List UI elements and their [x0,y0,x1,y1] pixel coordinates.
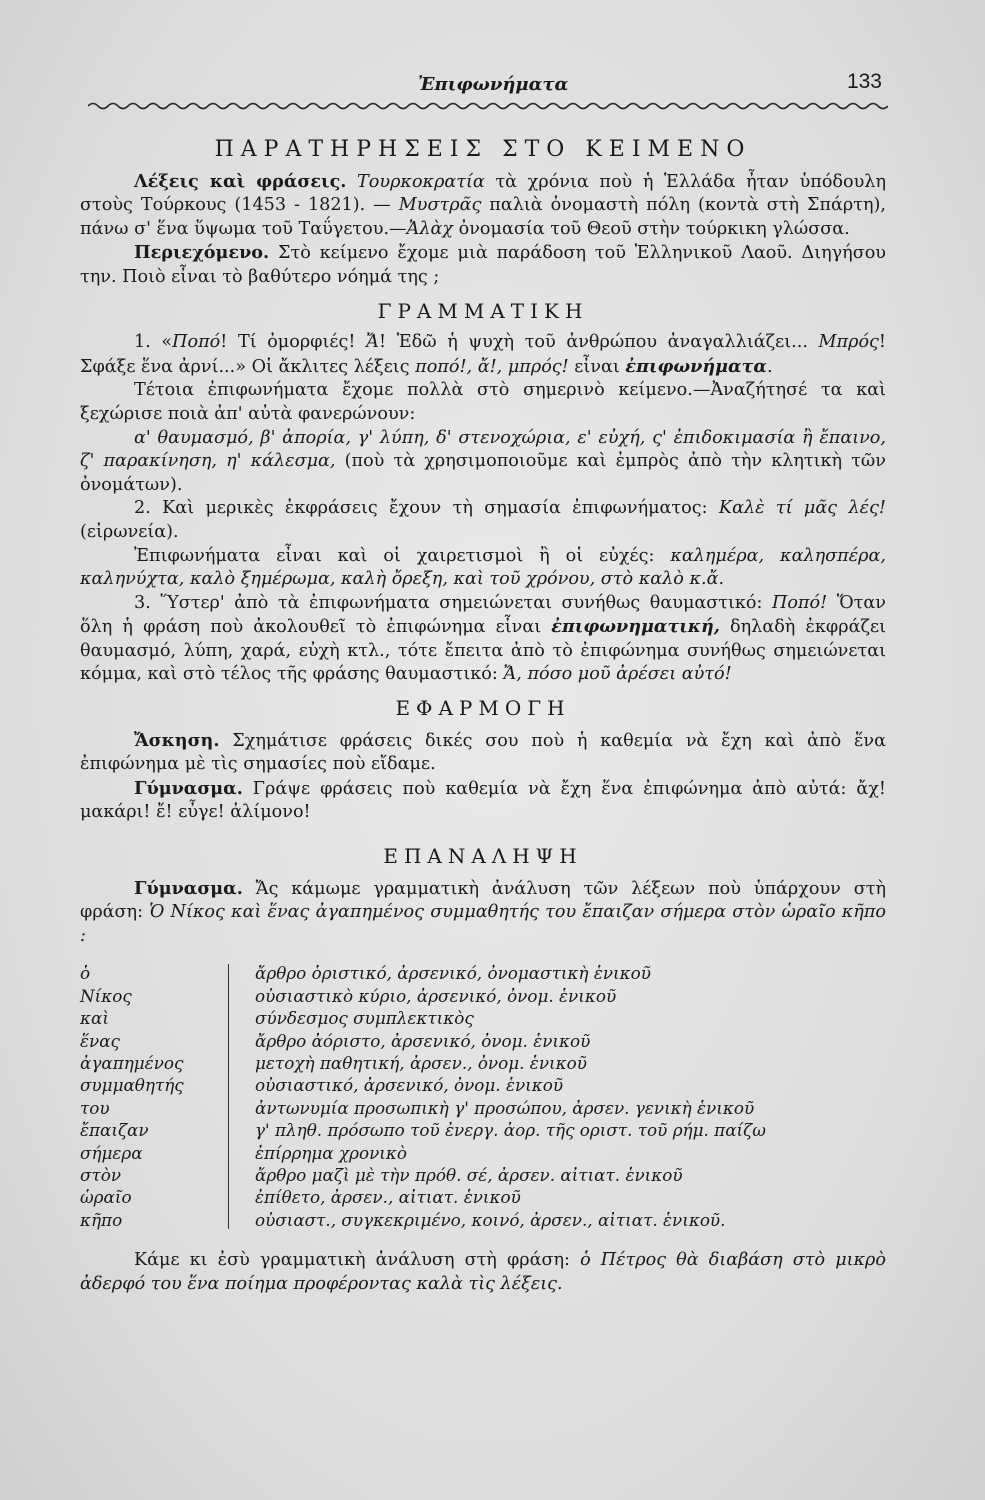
analysis-word: του [80,1097,110,1118]
analysis-desc: ἀντωνυμία προσωπικὴ γ' προσώπου, ἀρσεν. γενικὴ ἑνικοῦ [255,1097,755,1118]
grammar-heading: ΓΡΑΜΜΑΤΙΚΗ [377,298,589,323]
analysis-desc: ἄρθρο μαζὶ μὲ τὴν πρόθ. σέ, ἀρσεν. αἰτιατ. ἑνικοῦ [255,1165,683,1186]
analysis-word: Νίκος [80,985,132,1006]
analysis-desc: οὐσιαστικό, ἀρσενικό, ὀνομ. ἑνικοῦ [255,1075,564,1096]
analysis-word: καὶ [80,1008,109,1029]
analysis-word: στὸν [80,1165,122,1186]
final-exercise: Κάμε κι ἐσὺ γραμματικὴ ἀνάλυση στὴ φράση: ὁ Πέτρος θὰ διαβάση στὸ μικρὸ ἀδερφό του ἕνα ποίημα προφέροντας καλὰ τὶς λέξεις. [80,1250,886,1294]
page-number: 133 [846,70,882,93]
analysis-words [80,962,228,1231]
analysis-word: ἀγαπημένος [80,1053,184,1074]
analysis-word: ἔπαιζαν [80,1120,149,1141]
review-heading: ΕΠΑΝΑΛΗΨΗ [383,844,583,869]
analysis-desc: ἄρθρο ὁριστικό, ἀρσενικό, ὀνομαστικὴ ἑνικοῦ [255,963,651,984]
grammar-paragraph-4: 2. Καὶ μερικὲς ἐκφράσεις ἔχουν τὴ σημασία ἐπιφωνήματος: Καλὲ τί μᾶς λές! (εἰρωνεία). [80,498,886,542]
analysis-word: ἕνας [80,1030,120,1051]
analysis-descriptions [255,962,886,1231]
running-title: Ἐπιφωνήματα [418,74,569,95]
grammar-paragraph-6: 3. Ὕστερ' ἀπὸ τὰ ἐπιφωνήματα σημειώνεται συνήθως θαυμαστικό: Ποπό! Ὅταν ὅλη ἡ φράση ποὺ ἀκολουθεῖ τὸ ἐπιφώνημα εἶναι ἐπιφωνηματική, δηλαδὴ ἐκφράζει θαυμασμό, λύπη, χαρά, εὐχὴ κτλ., τότε ἔπειτα ἀπὸ τὸ ἐπιφώνημα συνήθως σημειώνεται κόμμα, καὶ στὸ τέλος τῆς φράσης θαυμαστικό: Ἄ, πόσο μοῦ ἀρέσει αὐτό! [80,592,886,685]
notes-heading: ΠΑΡΑΤΗΡΗΣΕΙΣ ΣΤΟ ΚΕΙΜΕΝΟ [214,137,752,162]
analysis-desc: οὐσιαστικὸ κύριο, ἀρσενικό, ὀνομ. ἑνικοῦ [255,985,617,1006]
grammar-paragraph-3: α' θαυμασμό, β' ἀπορία, γ' λύπη, δ' στενοχώρια, ε' εὐχή, ς' ἐπιδοκιμασία ἢ ἔπαινο, ζ' παρακίνηση, η' κάλεσμα, (ποὺ τὰ χρησιμοποιοῦμε καὶ ἐμπρὸς ἀπὸ τὴν κλητικὴ τῶν ὀνομάτων). [80,427,886,495]
analysis-divider [228,964,229,1229]
wavy-rule [88,100,888,112]
grammar-analysis-table [80,962,886,1231]
analysis-desc: μετοχὴ παθητική, ἀρσεν., ὀνομ. ἑνικοῦ [255,1053,587,1074]
exercise-paragraph: Ἄσκηση. Σχημάτισε φράσεις δικές σου ποὺ ἡ καθεμία νὰ ἔχη καὶ ἀπὸ ἕνα ἐπιφώνημα μὲ τὶς σημασίες ποὺ εἴδαμε. [80,729,886,775]
analysis-desc: οὐσιαστ., συγκεκριμένο, κοινό, ἀρσεν., αἰτιατ. ἑνικοῦ. [255,1209,726,1230]
grammar-paragraph-2: Τέτοια ἐπιφωνήματα ἔχομε πολλὰ στὸ σημερινὸ κείμενο.—Ἀναζήτησέ τα καὶ ξεχώρισε ποιὰ ἀπ' αὐτὰ φανερώνουν: [80,380,886,424]
content-label: Περιεχόμενο. [134,242,270,264]
analysis-desc: γ' πληθ. πρόσωπο τοῦ ἐνεργ. ἀορ. τῆς οριστ. τοῦ ρήμ. παίζω [255,1120,766,1141]
analysis-desc: ἄρθρο ἀόριστο, ἀρσενικό, ὀνομ. ἑνικοῦ [255,1030,591,1051]
analysis-desc: σύνδεσμος συμπλεκτικὸς [255,1008,474,1029]
drill-paragraph: Γύμνασμα. Γράψε φράσεις ποὺ καθεμία νὰ ἔχη ἕνα ἐπιφώνημα ἀπὸ αὐτά: ἄχ! μακάρι! ἔ! εὖγε! ἀλίμονο! [80,777,886,823]
analysis-word: κῆπο [80,1209,123,1230]
analysis-word: ὁ [80,963,91,984]
review-paragraph: Γύμνασμα. Ἄς κάμωμε γραμματικὴ ἀνάλυση τῶν λέξεων ποὺ ὑπάρχουν στὴ φράση: Ὁ Νίκος καὶ ἕνας ἀγαπημένος συμμαθητής του ἔπαιζαν σήμερα στὸν ὡραῖο κῆπο : [80,877,887,946]
analysis-word: σήμερα [80,1142,143,1163]
words-label: Λέξεις καὶ φράσεις. [134,170,347,192]
analysis-word: ὡραῖο [80,1187,132,1208]
vocabulary-paragraph: Λέξεις καὶ φράσεις. Τουρκοκρατία τὰ χρόνια ποὺ ἡ Ἑλλάδα ἦταν ὑπόδουλη στοὺς Τούρκους (1453 - 1821). — Μυστρᾶς παλιὰ ὀνομαστὴ πόλη (κοντὰ στὴ Σπάρτη), πάνω σ' ἕνα ὕψωμα τοῦ Ταΰγετου.—Ἀλὰχ ὀνομασία τοῦ Θεοῦ στὴν τούρκικη γλώσσα. [80,170,886,239]
content-paragraph: Περιεχόμενο. Στὸ κείμενο ἔχομε μιὰ παράδοση τοῦ Ἑλληνικοῦ Λαοῦ. Διηγήσου την. Ποιὸ εἶναι τὸ βαθύτερο νόημά της ; [80,242,886,287]
analysis-desc: ἐπίρρημα χρονικὸ [255,1142,407,1163]
analysis-word: συμμαθητής [80,1075,184,1096]
grammar-paragraph-5: Ἐπιφωνήματα εἶναι καὶ οἱ χαιρετισμοὶ ἢ οἱ εὐχές: καλημέρα, καλησπέρα, καληνύχτα, καλὸ ξημέρωμα, καλὴ ὄρεξη, καὶ τοῦ χρόνου, στὸ καλὸ κ.ἄ. [80,545,886,590]
application-heading: ΕΦΑΡΜΟΓΗ [395,696,571,721]
analysis-desc: ἐπίθετο, ἀρσεν., αἰτιατ. ἑνικοῦ [255,1187,521,1208]
page-content [80,132,886,1296]
grammar-paragraph-1: 1. «Ποπό! Τί ὀμορφιές! Ἄ! Ἐδῶ ἡ ψυχὴ τοῦ ἀνθρώπου ἀναγαλλιάζει... Μπρός! Σφάξε ἕνα ἀρνί...» Οἱ ἄκλιτες λέξεις ποπό!, ἄ!, μπρός! εἶναι ἐπιφωνήματα. [80,332,886,377]
